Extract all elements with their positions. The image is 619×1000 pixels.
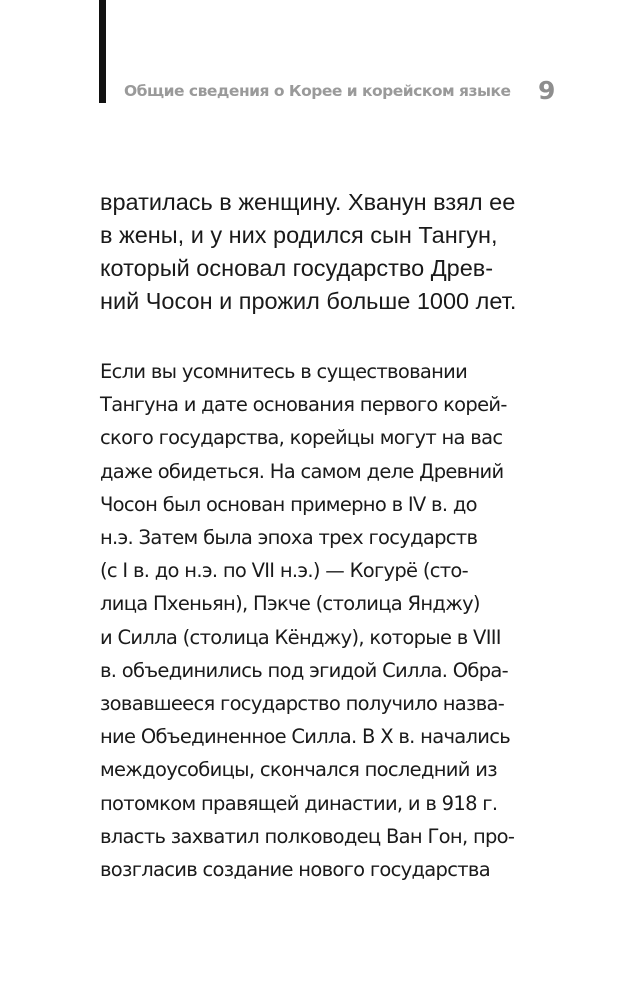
text-line: зовавшееся государство получило назва- — [100, 692, 505, 716]
text-line: ний Чосон и прожил больше 1000 лет. — [100, 288, 517, 314]
text-line: власть захватил полководец Ван Гон, про- — [100, 824, 515, 848]
running-head: Общие сведения о Корее и корейском языке — [124, 82, 511, 100]
text-line: вратилась в женщину. Хванун взял ее — [100, 189, 516, 215]
text-line: Тангуна и дате основания первого корей- — [100, 393, 507, 417]
text-line: и Силла (столица Кёнджу), которые в VIII — [100, 625, 501, 649]
paragraph-2 — [100, 355, 540, 886]
text-line: междоусобицы, скончался последний из — [100, 758, 497, 782]
text-line: даже обидеться. На самом деле Древний — [100, 459, 504, 483]
text-line: возгласив создание нового государства — [100, 858, 490, 882]
paragraph-1 — [100, 186, 540, 318]
text-line: Если вы усомнитесь в существовании — [100, 360, 468, 383]
text-line: в жены, и у них родился сын Тангун, — [100, 222, 498, 248]
text-line: лица Пхеньян), Пэкче (столица Янджу) — [100, 592, 480, 616]
text-line: который основал государство Древ- — [100, 255, 494, 281]
page-number: 9 — [538, 76, 556, 105]
text-line: н.э. Затем была эпоха трех государств — [100, 526, 478, 550]
text-line: ние Объединенное Силла. В X в. начались — [100, 725, 511, 749]
text-line: ского государства, корейцы могут на вас — [100, 426, 503, 450]
text-line: (с I в. до н.э. по VII н.э.) — Когурё (сто- — [100, 559, 468, 583]
text-line: в. объединились под эгидой Силла. Обра- — [100, 658, 509, 682]
text-line: Чосон был основан примерно в IV в. до — [100, 492, 477, 516]
text-line: потомком правящей династии, и в 918 г. — [100, 791, 498, 815]
header-rule — [99, 0, 106, 103]
